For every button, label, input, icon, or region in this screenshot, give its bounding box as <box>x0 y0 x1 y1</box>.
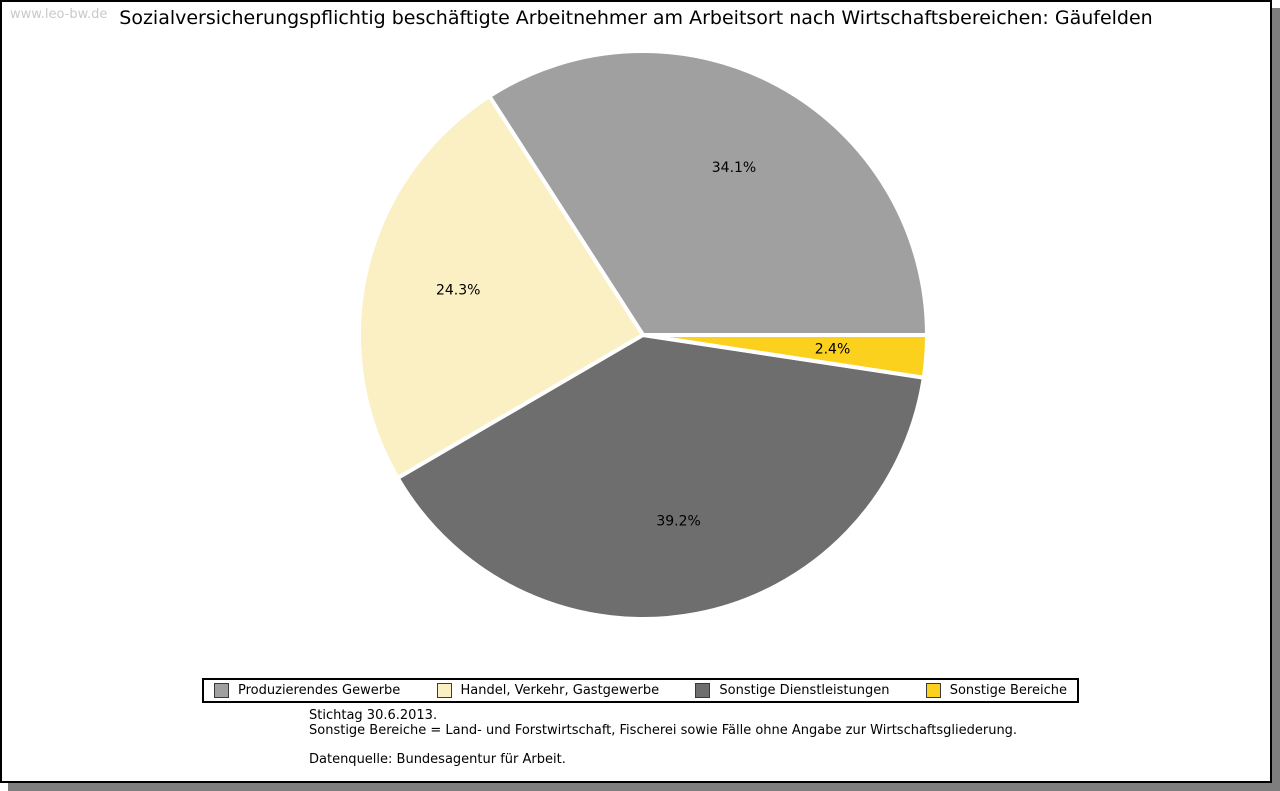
legend-label: Sonstige Bereiche <box>949 683 1067 698</box>
watermark-leo-bw: www.leo-bw.de <box>10 7 108 22</box>
legend-label: Sonstige Dienstleistungen <box>719 683 890 698</box>
legend-swatch-gray <box>214 683 229 698</box>
legend-item-produzierendes-gewerbe <box>214 683 400 698</box>
pie-slice-label-0: 34.1% <box>711 160 757 177</box>
footnotes <box>309 708 1017 767</box>
footnote-definition: Sonstige Bereiche = Land- und Forstwirtschaft, Fischerei sowie Fälle ohne Angabe zur Wirtschaftsgliederung. <box>309 723 1018 738</box>
legend-item-handel-verkehr-gastgewerbe <box>437 683 660 698</box>
pie-slice-label-2: 39.2% <box>656 513 701 530</box>
chart-title: Sozialversicherungspflichtig beschäftigte Arbeitnehmer am Arbeitsort nach Wirtschaftsbereichen: Gäufelden <box>119 7 1153 29</box>
legend-label: Produzierendes Gewerbe <box>238 683 401 698</box>
legend-item-sonstige-bereiche <box>926 683 1067 698</box>
legend-swatch-yellow <box>926 683 941 698</box>
legend <box>202 678 1079 703</box>
legend-swatch-darkgray <box>695 683 710 698</box>
legend-swatch-cream <box>437 683 452 698</box>
pie-slice-label-3: 2.4% <box>814 341 851 358</box>
legend-item-sonstige-dienstleistungen <box>695 683 889 698</box>
pie-slice-label-1: 24.3% <box>435 282 481 299</box>
pie-chart <box>2 2 1270 781</box>
legend-label: Handel, Verkehr, Gastgewerbe <box>460 683 660 698</box>
footnote-datasource: Datenquelle: Bundesagentur für Arbeit. <box>309 752 566 767</box>
footnote-stichtag: Stichtag 30.6.2013. <box>309 708 438 723</box>
